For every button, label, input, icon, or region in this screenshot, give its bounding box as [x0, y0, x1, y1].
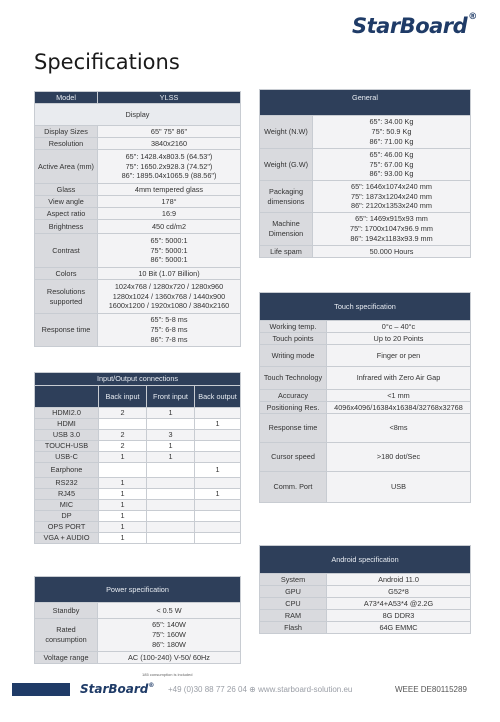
io-port-count [195, 478, 241, 489]
io-port-count [195, 430, 241, 441]
display-spec-row [35, 208, 241, 220]
io-port-count: 1 [147, 441, 195, 452]
io-col-port [35, 386, 99, 408]
page-title: Specifications [34, 50, 180, 74]
touch-spec-row [260, 333, 471, 345]
android-spec-row [260, 598, 471, 610]
android-spec-label: System [260, 574, 327, 586]
brand-logo: StarBoard® [352, 12, 477, 38]
general-spec-row [260, 149, 471, 181]
io-port-count: 1 [195, 463, 241, 478]
touch-spec-label: Comm. Port [260, 472, 327, 503]
display-spec-value-line: 1280x1024 / 1360x768 / 1440x900 [112, 291, 226, 301]
android-spec-row [260, 586, 471, 598]
display-spec-value-line: 10 Bit (1.07 Billion) [138, 268, 200, 278]
touch-spec-value-line: 4096x4096/16384x16384/32768x32768 [334, 402, 463, 412]
general-spec-row [260, 213, 471, 246]
display-spec-value-line: 1600x1200 / 1920x1080 / 3840x2160 [108, 301, 230, 311]
general-spec-value-line: 86": 71.00 Kg [369, 136, 414, 146]
io-col-back-output: Back output [195, 386, 241, 408]
general-spec-value [313, 116, 471, 149]
android-spec-label: CPU [260, 598, 327, 610]
io-row [35, 419, 241, 430]
general-spec-value [313, 213, 471, 246]
general-spec-value-line: 65": 46.00 Kg [369, 149, 414, 159]
general-spec-value-line: 86": 93.00 Kg [369, 169, 414, 179]
io-row [35, 478, 241, 489]
touch-spec-label: Response time [260, 414, 327, 443]
io-port-count: 1 [99, 522, 147, 533]
display-spec-label: Brightness [35, 220, 98, 234]
io-connections-table [34, 372, 241, 544]
touch-spec-value [327, 333, 471, 345]
touch-spec-label: Writing mode [260, 345, 327, 367]
footer-weee: WEEE DE80115289 [395, 685, 467, 694]
io-port-count: 1 [195, 419, 241, 430]
io-port-count [195, 500, 241, 511]
android-spec-table [259, 545, 471, 634]
display-spec-row [35, 314, 241, 347]
io-port-name: RS232 [35, 478, 99, 489]
footer-contact: +49 (0)30 88 77 26 04 ⊕ www.starboard-solution.eu [168, 685, 353, 694]
display-spec-value [98, 126, 241, 138]
touch-spec-value [327, 367, 471, 390]
display-section-title: Display [35, 104, 241, 126]
touch-spec-label: Working temp. [260, 321, 327, 333]
footer-bar [12, 683, 70, 696]
io-port-count: 2 [99, 408, 147, 419]
power-title: Power specification [35, 577, 241, 603]
display-spec-value-line: 3840x2160 [150, 138, 188, 148]
io-port-name: RJ45 [35, 489, 99, 500]
general-spec-value-line: 65": 34.00 Kg [369, 117, 414, 127]
io-port-count [147, 419, 195, 430]
io-row [35, 533, 241, 544]
io-port-count: 1 [195, 489, 241, 500]
io-port-count: 1 [99, 478, 147, 489]
io-row [35, 441, 241, 452]
touch-spec-value-line: >180 dot/Sec [376, 452, 421, 462]
model-value: YLSS [98, 92, 241, 104]
touch-spec-row [260, 414, 471, 443]
display-spec-label: Aspect ratio [35, 208, 98, 220]
io-port-name: DP [35, 511, 99, 522]
display-spec-row [35, 234, 241, 268]
display-spec-value-line: 86": 7-8 ms [150, 334, 188, 344]
power-spec-value-line: 75": 160W [152, 630, 186, 640]
io-port-count [99, 419, 147, 430]
io-port-name: USB-C [35, 452, 99, 463]
display-spec-value-line: 86": 1895.04x1065.9 (88.56") [121, 171, 217, 181]
display-spec-value-line: 65": 5-8 ms [150, 315, 188, 325]
touch-spec-value-line: Finger or pen [376, 350, 421, 360]
general-spec-value-line: 86": 1942x1183x93.9 mm [350, 233, 433, 243]
touch-spec-row [260, 390, 471, 402]
general-spec-row [260, 246, 471, 258]
io-row [35, 408, 241, 419]
android-spec-value [327, 586, 471, 598]
touch-spec-row [260, 472, 471, 503]
display-spec-value [98, 150, 241, 184]
io-row [35, 522, 241, 533]
display-spec-value-line: 65": 5000:1 [150, 235, 188, 245]
android-spec-row [260, 622, 471, 634]
display-spec-row [35, 138, 241, 150]
power-spec-table [34, 576, 241, 664]
general-spec-value [313, 181, 471, 213]
power-spec-row [35, 603, 241, 619]
io-port-count [195, 511, 241, 522]
display-spec-label: Resolutions supported [35, 280, 98, 314]
android-spec-value [327, 574, 471, 586]
display-spec-label: Display Sizes [35, 126, 98, 138]
display-spec-value [98, 208, 241, 220]
touch-spec-value-line: 0°c – 40°c [381, 321, 416, 331]
general-spec-label: Life spam [260, 246, 313, 258]
touch-spec-value [327, 414, 471, 443]
io-col-back-input: Back input [99, 386, 147, 408]
display-spec-value [98, 138, 241, 150]
io-port-count [147, 500, 195, 511]
touch-spec-table [259, 292, 471, 503]
touch-spec-label: Cursor speed [260, 443, 327, 472]
display-spec-value [98, 234, 241, 268]
power-spec-label: Rated consumption [35, 619, 98, 652]
io-port-count: 1 [147, 408, 195, 419]
general-spec-table [259, 89, 471, 258]
io-port-count [147, 489, 195, 500]
touch-spec-value-line: Infrared with Zero Air Gap [356, 373, 441, 383]
io-port-count [195, 533, 241, 544]
io-row [35, 430, 241, 441]
display-spec-table [34, 91, 241, 347]
touch-spec-value [327, 345, 471, 367]
io-port-name: VGA + AUDIO [35, 533, 99, 544]
power-spec-value [98, 619, 241, 652]
general-spec-value-line: 75": 67.00 Kg [369, 159, 414, 169]
android-spec-row [260, 574, 471, 586]
io-port-count: 1 [99, 452, 147, 463]
display-spec-value [98, 220, 241, 234]
display-spec-label: Response time [35, 314, 98, 347]
general-spec-row [260, 116, 471, 149]
io-port-count [147, 522, 195, 533]
io-port-name: OPS PORT [35, 522, 99, 533]
general-spec-value-line: 75": 50.9 Kg [371, 127, 412, 137]
android-spec-value-line: 8G DDR3 [382, 610, 415, 620]
touch-spec-row [260, 443, 471, 472]
android-spec-value-line: A73*4+A53*4 @2.2G [363, 598, 434, 608]
display-spec-value [98, 184, 241, 196]
display-spec-value-line: 4mm tempered glass [134, 184, 204, 194]
io-title: Input/Output connections [35, 373, 241, 386]
display-spec-value-line: 450 cd/m2 [151, 221, 187, 231]
general-spec-value-line: 75": 1700x1047x96.9 mm [350, 224, 433, 234]
io-port-count: 1 [99, 533, 147, 544]
android-spec-value [327, 622, 471, 634]
display-spec-label: Resolution [35, 138, 98, 150]
model-label: Model [35, 92, 98, 104]
io-port-count [195, 452, 241, 463]
io-port-count: 2 [99, 430, 147, 441]
io-port-count: 1 [99, 500, 147, 511]
display-spec-label: Contrast [35, 234, 98, 268]
touch-spec-value-line: Up to 20 Points [373, 333, 424, 343]
general-spec-value-line: 65": 1469x915x93 mm [355, 214, 428, 224]
display-spec-label: Active Area (mm) [35, 150, 98, 184]
io-port-name: HDMI [35, 419, 99, 430]
power-spec-label: Standby [35, 603, 98, 619]
display-spec-value [98, 314, 241, 347]
android-spec-row [260, 610, 471, 622]
general-spec-label: Weight (N.W) [260, 116, 313, 149]
io-row [35, 452, 241, 463]
io-port-count: 1 [99, 511, 147, 522]
io-port-name: USB 3.0 [35, 430, 99, 441]
power-spec-value-line: 65": 140W [152, 620, 186, 630]
touch-spec-row [260, 321, 471, 333]
io-port-count: 2 [99, 441, 147, 452]
general-spec-row [260, 181, 471, 213]
touch-spec-label: Touch Technology [260, 367, 327, 390]
general-spec-label: Packaging dimensions [260, 181, 313, 213]
touch-spec-value [327, 321, 471, 333]
power-spec-value [98, 603, 241, 619]
display-spec-value-line: 75": 1650.2x928.3 (74.52") [125, 161, 213, 171]
io-port-count: 1 [147, 452, 195, 463]
power-spec-value-line: < 0.5 W [156, 605, 182, 615]
touch-spec-label: Positioning Res. [260, 402, 327, 414]
io-port-count [147, 511, 195, 522]
general-spec-value-line: 65": 1646x1074x240 mm [351, 181, 432, 191]
touch-title: Touch specification [260, 293, 471, 321]
io-col-front-input: Front input [147, 386, 195, 408]
android-spec-value-line: G52*8 [388, 586, 409, 596]
display-spec-row [35, 184, 241, 196]
io-port-count [147, 533, 195, 544]
android-spec-value [327, 598, 471, 610]
display-spec-label: View angle [35, 196, 98, 208]
general-title: General [260, 90, 471, 116]
display-spec-row [35, 150, 241, 184]
touch-spec-label: Touch points [260, 333, 327, 345]
display-spec-value-line: 178° [161, 196, 177, 206]
touch-spec-value [327, 472, 471, 503]
io-port-count [99, 463, 147, 478]
general-spec-value [313, 149, 471, 181]
general-spec-value-line: 75": 1873x1204x240 mm [351, 191, 432, 201]
io-port-name: MIC [35, 500, 99, 511]
touch-spec-value-line: <8ms [389, 423, 408, 433]
android-title: Android specification [260, 546, 471, 574]
touch-spec-row [260, 402, 471, 414]
io-port-count: 3 [147, 430, 195, 441]
io-row [35, 500, 241, 511]
power-spec-label: Voltage range [35, 652, 98, 664]
power-footnote: 185 consumption is included [142, 672, 193, 677]
display-spec-value [98, 268, 241, 280]
android-spec-value-line: 64G EMMC [379, 622, 418, 632]
touch-spec-value-line: <1 mm [387, 390, 410, 400]
display-spec-value-line: 86": 5000:1 [150, 255, 188, 265]
power-spec-value [98, 652, 241, 664]
io-row [35, 489, 241, 500]
io-port-count: 1 [99, 489, 147, 500]
io-port-count [195, 408, 241, 419]
touch-spec-label: Accuracy [260, 390, 327, 402]
power-spec-row [35, 619, 241, 652]
display-spec-row [35, 126, 241, 138]
io-row [35, 463, 241, 478]
power-spec-row [35, 652, 241, 664]
display-spec-row [35, 220, 241, 234]
android-spec-value [327, 610, 471, 622]
display-spec-value [98, 280, 241, 314]
io-port-count [195, 441, 241, 452]
display-spec-value-line: 1024x768 / 1280x720 / 1280x960 [114, 281, 224, 291]
display-spec-label: Glass [35, 184, 98, 196]
display-spec-value-line: 65": 1428.4x803.5 (64.53") [125, 151, 213, 161]
general-spec-label: Machine Dimension [260, 213, 313, 246]
display-spec-value-line: 75": 5000:1 [150, 245, 188, 255]
android-spec-label: GPU [260, 586, 327, 598]
touch-spec-value [327, 402, 471, 414]
touch-spec-row [260, 367, 471, 390]
io-port-name: HDMI2.0 [35, 408, 99, 419]
footer-logo: StarBoard® [80, 682, 155, 696]
android-spec-value-line: Android 11.0 [378, 574, 419, 584]
display-spec-value-line: 75": 6-8 ms [150, 325, 188, 335]
general-spec-value-line: 50.000 Hours [369, 246, 414, 256]
power-spec-value-line: 86": 180W [152, 639, 186, 649]
io-port-count [147, 478, 195, 489]
display-spec-label: Colors [35, 268, 98, 280]
android-spec-label: Flash [260, 622, 327, 634]
io-port-count [195, 522, 241, 533]
display-spec-row [35, 268, 241, 280]
display-spec-row [35, 280, 241, 314]
display-spec-value [98, 196, 241, 208]
general-spec-value [313, 246, 471, 258]
power-spec-value-line: AC (100-240) V-50/ 60Hz [128, 652, 210, 662]
general-spec-label: Weight (G.W) [260, 149, 313, 181]
io-row [35, 511, 241, 522]
touch-spec-value [327, 390, 471, 402]
io-port-name: TOUCH-USB [35, 441, 99, 452]
display-spec-value-line: 65" 75" 86" [150, 126, 188, 136]
display-spec-value-line: 16:9 [161, 208, 177, 218]
general-spec-value-line: 86": 2120x1353x240 mm [351, 201, 432, 211]
touch-spec-value-line: USB [390, 482, 406, 492]
android-spec-label: RAM [260, 610, 327, 622]
io-port-count [147, 463, 195, 478]
io-port-name: Earphone [35, 463, 99, 478]
display-spec-row [35, 196, 241, 208]
touch-spec-value [327, 443, 471, 472]
touch-spec-row [260, 345, 471, 367]
